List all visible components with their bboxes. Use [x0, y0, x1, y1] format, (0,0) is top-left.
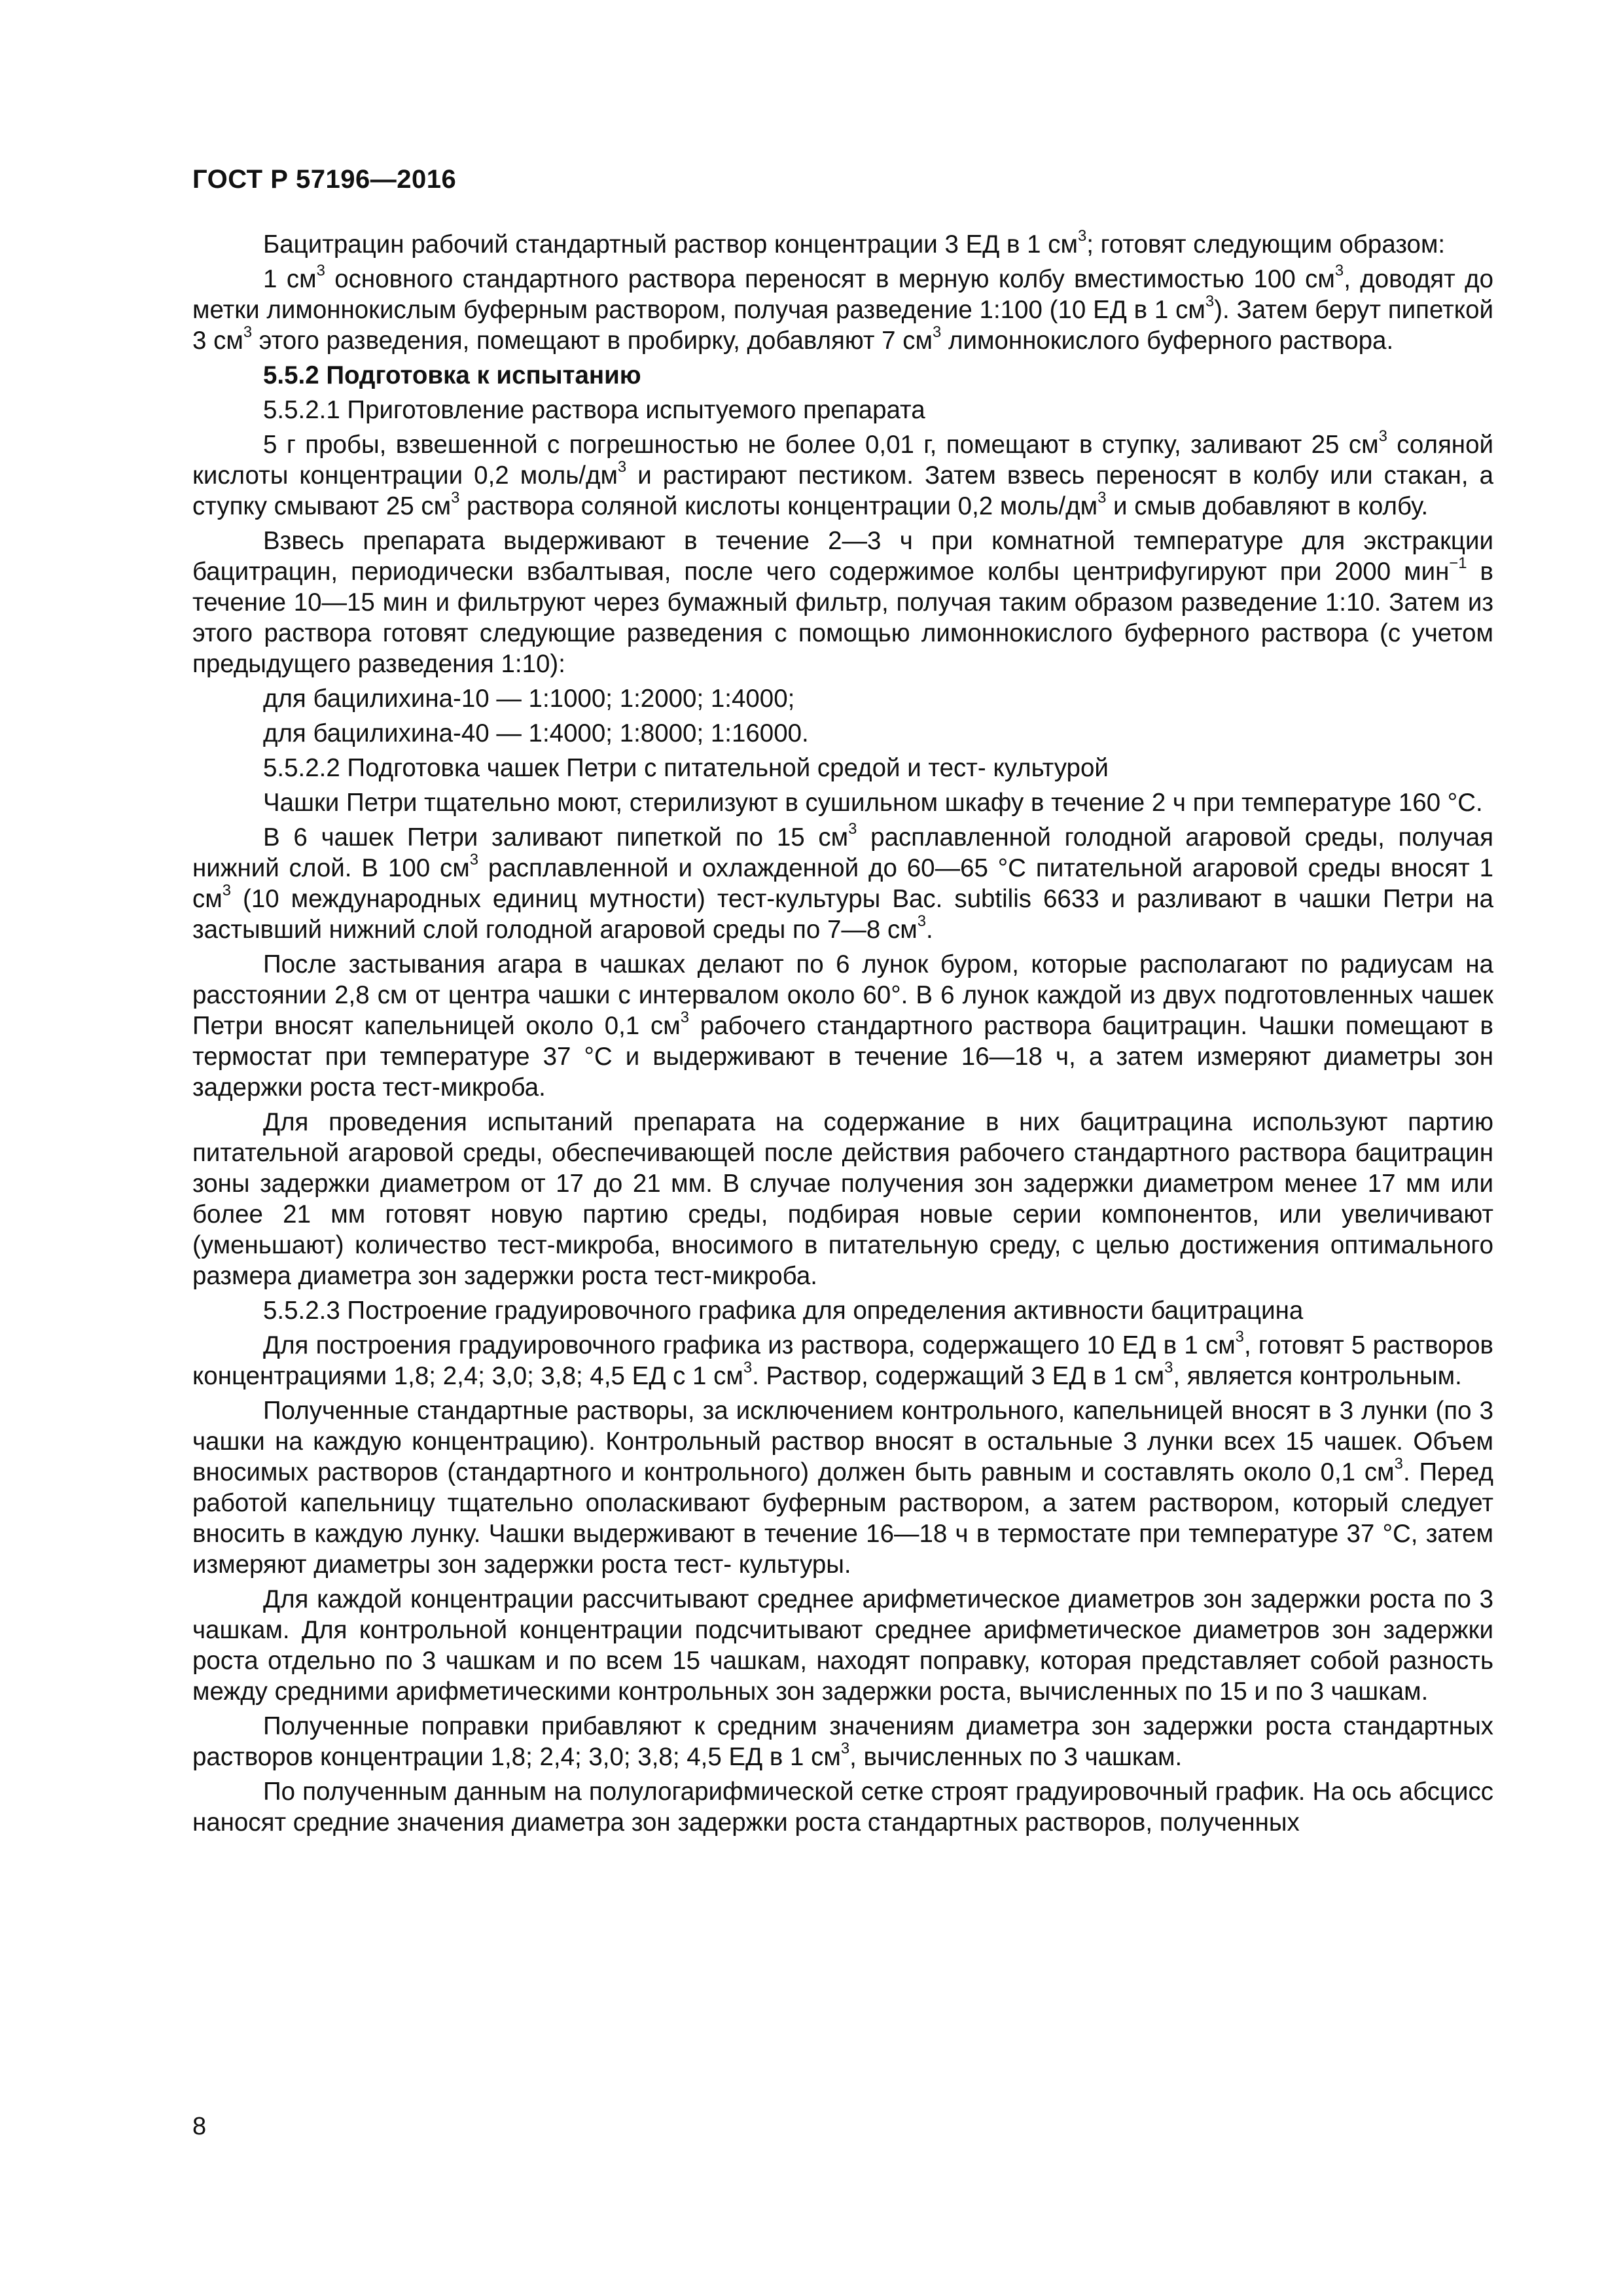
body-paragraph: Чашки Петри тщательно моют, стерилизуют в сушильном шкафу в течение 2 ч при температуре 160 °С.	[263, 789, 1483, 817]
body-paragraph: По полученным данным на полулогарифмической сетке строят градуировочный график. На ось абсцисс наносят средние значения диаметра зон задержки роста стандартных растворов, полученных	[192, 1778, 1493, 1837]
body-paragraph: 5 г пробы, взвешенной с погрешностью не более 0,01 г, помещают в ступку, заливают 25 $см^3$ соляной кислоты концентрации 0,2 моль/$дм^3$ и растирают пестиком. Затем взвесь переносят в колбу или стакан, а ступку смывают 25 $см^3$ раствора соляной кислоты концентрации 0,2 моль/$дм^3$ и смыв добавляют в колбу.	[192, 427, 1493, 520]
body-paragraph: для бацилихина-10 — 1:1000; 1:2000; 1:4000;	[263, 685, 795, 713]
body-paragraph: для бацилихина-40 — 1:4000; 1:8000; 1:16000.	[263, 719, 809, 747]
body-paragraph: Для проведения испытаний препарата на содержание в них бацитрацина используют партию питательной агаровой среды, обеспечивающей после действия рабочего стандартного раствора бацитрацин зоны задержки диаметром от 17 до 21 мм. В случае получения зон задержки диаметром менее 17 мм или более 21 мм готовят новую партию среды, подбирая новые серии компонентов, или увеличивают (уменьшают) количество тест-микроба, вносимого в питательную среду, с целью достижения оптимального размера диаметра зон задержки роста тест-микроба.	[192, 1108, 1493, 1290]
body-paragraph: Для построения градуировочного графика из раствора, содержащего 10 ЕД в 1 $см^3$, готовят 5 растворов концентрациями 1,8; 2,4; 3,0; 3,8; 4,5 ЕД с 1 $см^3$. Раствор, содержащий 3 ЕД в 1 $см^3$, является контрольным.	[192, 1328, 1493, 1390]
body-paragraph: Для каждой концентрации рассчитывают среднее арифметическое диаметров зон задержки роста по 3 чашкам. Для контрольной концентрации подсчитывают среднее арифметическое диаметров зон задержки роста отдельно по 3 чашкам и по всем 15 чашкам, находят поправку, которая представляет собой разность между средними арифметическими контрольных зон задержки роста, вычисленных по 15 и по 3 чашкам.	[192, 1585, 1493, 1706]
body-paragraph: Полученные стандартные растворы, за исключением контрольного, капельницей вносят в 3 лунки (по 3 чашки на каждую концентрацию). Контрольный раствор вносят в остальные 3 лунки всех 15 чашек. Объем вносимых растворов (стандартного и контрольного) должен быть равным и составлять около 0,1 $см^3$. Перед работой капельницу тщательно ополаскивают буферным раствором, а затем раствором, который следует вносить в каждую лунку. Чашки выдерживают в течение 16—18 ч в термостате при температуре 37 °С, затем измеряют диаметры зон задержки роста тест- культуры.	[192, 1397, 1494, 1579]
body-paragraph: Полученные поправки прибавляют к средним значениям диаметра зон задержки роста стандартных растворов концентрации 1,8; 2,4; 3,0; 3,8; 4,5 ЕД в 1 $см^3$, вычисленных по 3 чашкам.	[192, 1712, 1493, 1771]
page-number: 8	[192, 2113, 207, 2140]
body-paragraph: В 6 чашек Петри заливают пипеткой по 15 $см^3$ расплавленной голодной агаровой среды, получая нижний слой. В 100 $см^3$ расплавленной и охлажденной до 60—65 °С питательной агаровой среды вносят 1 $см^3$ (10 международных единиц мутности) тест-культуры Bac. subtilis 6633 и разливают в чашки Петри на застывший нижний слой голодной агаровой среды по 7—8 $см^3$.	[192, 820, 1494, 944]
section-heading: 5.5.2 Подготовка к испытанию	[263, 361, 641, 389]
body-paragraph: 5.5.2.1 Приготовление раствора испытуемого препарата	[263, 396, 925, 424]
document-header: ГОСТ Р 57196—2016	[192, 165, 457, 194]
body-paragraph: Взвесь препарата выдерживают в течение 2—3 ч при комнатной температуре для экстракции бацитрацин, периодически взбалтывая, после чего содержимое колбы центрифугируют при 2000 мин$^{-1}$ в течение 10—15 мин и фильтруют через бумажный фильтр, получая таким образом разведение 1:10. Затем из этого раствора готовят следующие разведения с помощью лимоннокислого буферного раствора (с учетом предыдущего разведения 1:10):	[192, 527, 1494, 678]
body-paragraph: 1 $см^3$ основного стандартного раствора переносят в мерную колбу вместимостью 100 $см^3$, доводят до метки лимоннокислым буферным раствором, получая разведение 1:100 (10 ЕД в 1 $см^3$). Затем берут пипеткой 3 $см^3$ этого разведения, помещают в пробирку, добавляют 7 $см^3$ лимоннокислого буферного раствора.	[192, 262, 1494, 355]
document-body	[192, 229, 1493, 1842]
body-paragraph: 5.5.2.3 Построение градуировочного графика для определения активности бацитрацина	[263, 1297, 1304, 1325]
body-paragraph: Бацитрацин рабочий стандартный раствор концентрации 3 ЕД в 1 $см^3$; готовят следующим образом:	[263, 227, 1446, 259]
body-paragraph: 5.5.2.2 Подготовка чашек Петри с питательной средой и тест- культурой	[263, 754, 1109, 782]
body-paragraph: После застывания агара в чашках делают по 6 лунок буром, которые располагают по радиусам на расстоянии 2,8 см от центра чашки с интервалом около 60°. В 6 лунок каждой из двух подготовленных чашек Петри вносят капельницей около 0,1 $см^3$ рабочего стандартного раствора бацитрацин. Чашки помещают в термостат при температуре 37 °С и выдерживают в течение 16—18 ч, а затем измеряют диаметры зон задержки роста тест-микроба.	[192, 950, 1493, 1102]
